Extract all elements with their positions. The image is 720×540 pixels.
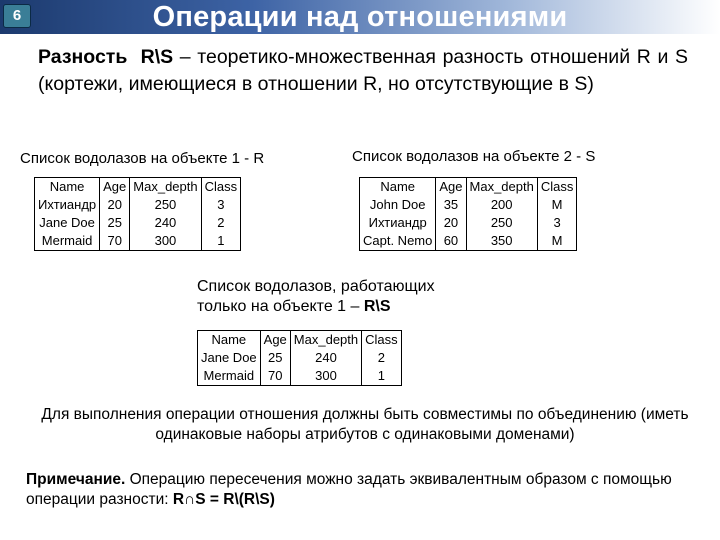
table-row [35,214,241,232]
remark-paragraph [26,470,706,510]
table-cell: Jane Doe [198,349,261,367]
compatibility-note: Для выполнения операции отношения должны быть совместимы по объединению (иметь одинаковые наборы атрибутов с одинаковыми доменами) [41,406,689,443]
table-cell: 350 [466,232,537,251]
table-row [360,196,577,214]
table-header-row [198,331,402,350]
column-header: Max_depth [290,331,361,350]
column-header: Class [365,332,398,347]
difference-caption-expression: R\S [363,298,391,315]
column-header: Class [204,179,238,194]
column-header: Name [198,331,261,350]
table-cell: 25 [100,214,130,232]
table-header-row [360,178,577,197]
slide-title: Операции над отношениями [152,1,568,33]
table-row [198,349,402,367]
table-cell: 20 [100,196,130,214]
table-cell: Jane Doe [35,214,100,232]
table-header-row [35,178,241,197]
table-row [35,196,241,214]
table-s-caption: Список водолазов на объекте 2 - S [352,148,596,165]
table-difference [197,330,402,386]
table-cell: 60 [436,232,466,251]
table-cell: 300 [290,367,361,386]
table-cell: Mermaid [35,232,100,251]
table-cell: 35 [436,196,466,214]
remark-text: Операцию пересечения можно задать эквивалентным образом с помощью операции разности: [26,471,672,508]
table-cell: 70 [260,367,290,386]
table-cell: 1 [377,368,385,383]
table-row [198,367,402,386]
table-row [360,214,577,232]
column-header: Max_depth [130,178,201,197]
difference-caption-line1: Список водолазов, работающих [197,278,435,295]
table-cell: Capt. Nemo [360,232,436,251]
column-header: Name [35,178,100,197]
definition-term: Разность [38,46,128,68]
column-header: Name [360,178,436,197]
table-cell: Ихтиандр [360,214,436,232]
remark-formula: R∩S = R\(R\S) [172,491,275,508]
table-cell: 3 [553,215,561,230]
column-header: Age [100,178,130,197]
table-cell: 200 [466,196,537,214]
table-cell: 300 [130,232,201,251]
table-cell: M [551,233,563,248]
table-r-caption: Список водолазов на объекте 1 - R [20,150,265,167]
table-cell: 240 [290,349,361,367]
definition-expression: R\S [140,46,174,68]
title-bar [0,0,720,34]
definition-paragraph [38,44,688,98]
table-cell: 2 [217,215,225,230]
remark-label: Примечание. [26,471,126,488]
table-cell: Mermaid [198,367,261,386]
table-s [359,177,577,251]
table-row [35,232,241,251]
table-cell: 20 [436,214,466,232]
table-cell: 1 [217,233,225,248]
table-cell: 250 [466,214,537,232]
table-cell: M [551,197,563,212]
column-header: Class [540,179,574,194]
slide-number-badge: 6 [3,4,31,28]
table-cell: 70 [100,232,130,251]
table-cell: 240 [130,214,201,232]
table-cell: 25 [260,349,290,367]
table-row [360,232,577,251]
table-cell: John Doe [360,196,436,214]
column-header: Max_depth [466,178,537,197]
table-cell: 3 [217,197,225,212]
difference-caption-line2: только на объекте 1 – [197,298,364,315]
table-r [34,177,241,251]
difference-caption [197,277,435,317]
table-cell: Ихтиандр [35,196,100,214]
table-cell: 2 [377,350,385,365]
column-header: Age [436,178,466,197]
definition-text: – теоретико-множественная разность отношений R и S (кортежи, имеющиеся в отношении R, но отсутствующие в S) [38,46,689,95]
column-header: Age [260,331,290,350]
table-cell: 250 [130,196,201,214]
